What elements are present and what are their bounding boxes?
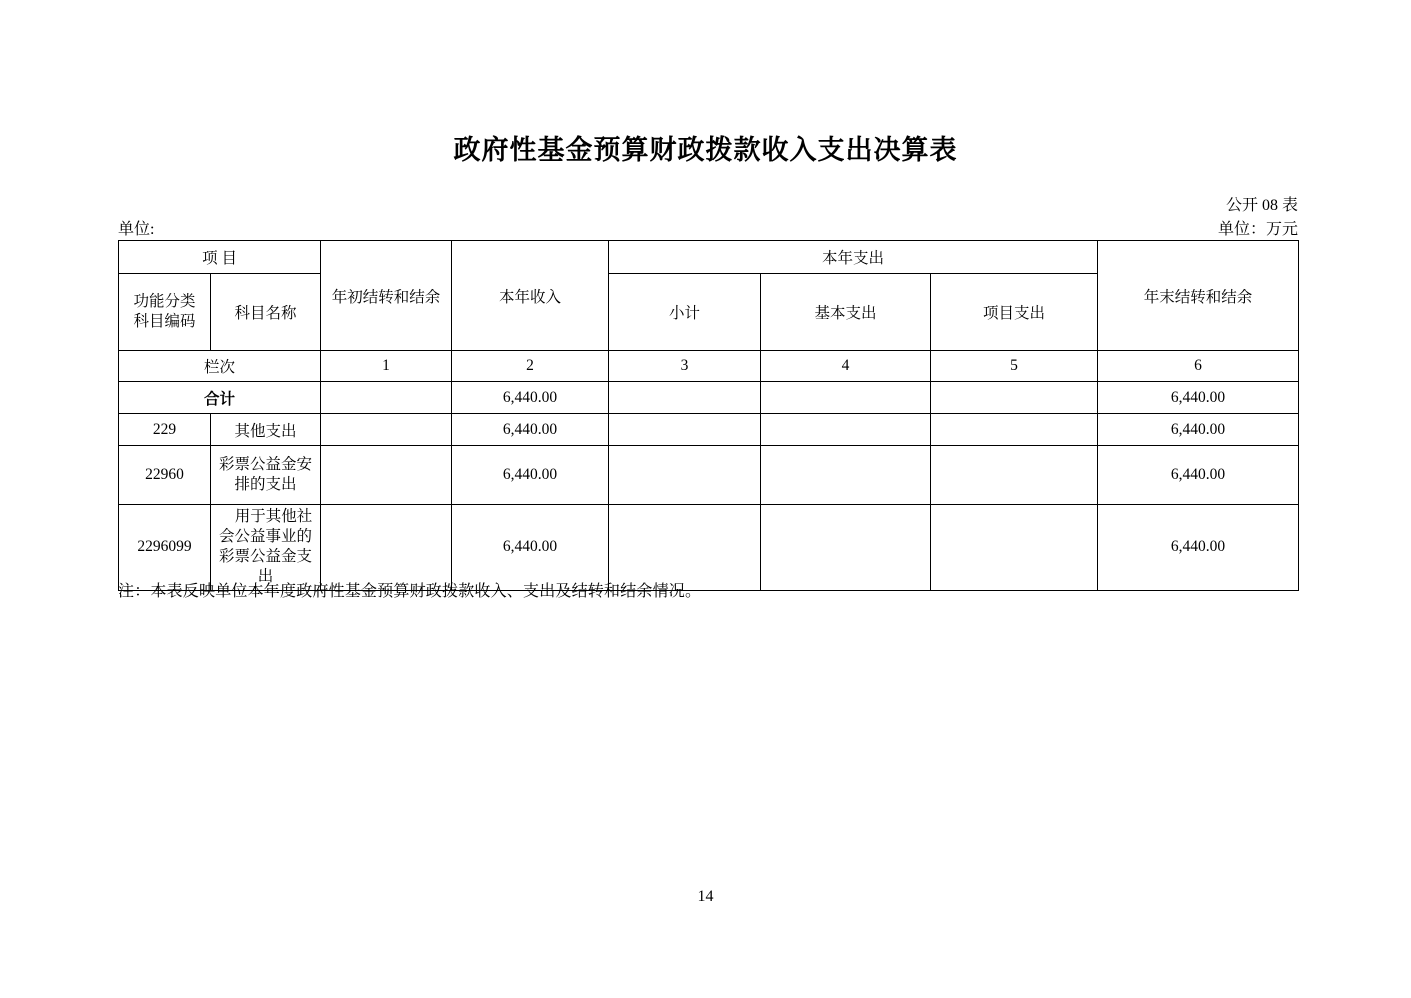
header-item-code-line1: 功能分类 — [133, 293, 196, 311]
header-begin-balance: 年初结转和结余 — [321, 241, 452, 351]
row-year-income: 6,440.00 — [452, 505, 609, 591]
table-row — [119, 382, 1299, 414]
row-name: 用于其他社会公益事业的彩票公益金支出 — [211, 505, 321, 591]
row-end-balance: 6,440.00 — [1098, 505, 1299, 591]
header-item-name: 科目名称 — [211, 274, 321, 351]
row-begin-balance — [321, 414, 452, 446]
budget-table — [118, 240, 1299, 591]
lane-label: 栏次 — [119, 351, 321, 382]
form-code-label: 公开 08 表 — [1225, 197, 1298, 214]
row-total-label — [119, 382, 321, 414]
header-basic-expense: 基本支出 — [761, 274, 931, 351]
row-end-balance: 6,440.00 — [1098, 382, 1299, 414]
header-project-expense: 项目支出 — [931, 274, 1098, 351]
table-header-row-1 — [119, 241, 1299, 274]
row-name: 合计 — [204, 390, 236, 408]
amount-unit-label: 单位：万元 — [1217, 221, 1298, 238]
table-row — [119, 446, 1299, 505]
header-item-code-line2: 科目编码 — [133, 313, 196, 330]
row-basic-expense — [761, 414, 931, 446]
row-subtotal — [609, 382, 761, 414]
row-code: 22960 — [119, 446, 211, 505]
table-note: 注：本表反映单位本年度政府性基金预算财政拨款收入、支出及结转和结余情况。 — [118, 583, 702, 600]
row-code: 2296099 — [119, 505, 211, 591]
lane-number-2: 2 — [452, 351, 609, 382]
page-number: 14 — [697, 888, 714, 905]
lane-number-5: 5 — [931, 351, 1098, 382]
row-basic-expense — [761, 446, 931, 505]
table-lane-row — [119, 351, 1299, 382]
page-title: 政府性基金预算财政拨款收入支出决算表 — [453, 135, 958, 165]
lane-number-3: 3 — [609, 351, 761, 382]
row-year-income: 6,440.00 — [452, 446, 609, 505]
header-item-group — [119, 241, 321, 274]
header-end-balance: 年末结转和结余 — [1098, 241, 1299, 351]
lane-number-6: 6 — [1098, 351, 1299, 382]
row-project-expense — [931, 505, 1098, 591]
row-begin-balance — [321, 382, 452, 414]
row-code: 229 — [119, 414, 211, 446]
header-item-group-label: 项 目 — [202, 250, 237, 267]
row-begin-balance — [321, 446, 452, 505]
row-name: 其他支出 — [211, 414, 321, 446]
row-basic-expense — [761, 505, 931, 591]
header-year-income: 本年收入 — [452, 241, 609, 351]
row-year-income: 6,440.00 — [452, 414, 609, 446]
row-end-balance: 6,440.00 — [1098, 446, 1299, 505]
row-basic-expense — [761, 382, 931, 414]
header-subtotal: 小计 — [609, 274, 761, 351]
row-subtotal — [609, 414, 761, 446]
row-year-income: 6,440.00 — [452, 382, 609, 414]
unit-name-label: 单位: — [118, 221, 155, 238]
header-item-code — [119, 274, 211, 351]
row-subtotal — [609, 446, 761, 505]
row-project-expense — [931, 446, 1098, 505]
lane-number-4: 4 — [761, 351, 931, 382]
table-row — [119, 414, 1299, 446]
row-end-balance: 6,440.00 — [1098, 414, 1299, 446]
row-project-expense — [931, 414, 1098, 446]
row-name: 彩票公益金安排的支出 — [211, 446, 321, 505]
lane-number-1: 1 — [321, 351, 452, 382]
row-project-expense — [931, 382, 1098, 414]
header-year-expense-group: 本年支出 — [609, 241, 1098, 274]
